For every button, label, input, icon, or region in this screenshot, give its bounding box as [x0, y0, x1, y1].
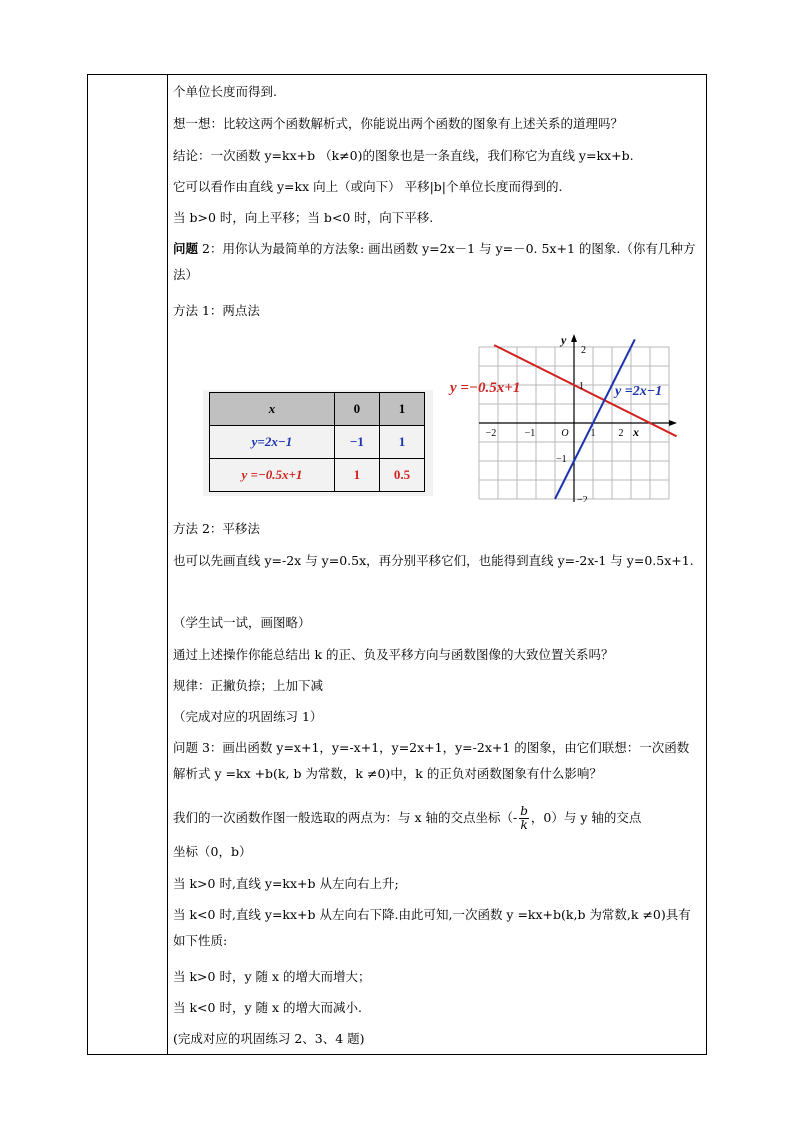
k-negative: 当 k<0 时,直线 y=kx+b 从左向右下降.由此可知,一次函数 y =kx+b(k,b 为常数,k ≠0)具有如下性质: [173, 907, 691, 948]
text-line-1: 个单位长度而得到. [173, 84, 277, 99]
conclusion: 结论：一次函数 y=kx+b （k≠0)的图象也是一条直线，我们称它为直线 y=kx+b. [173, 148, 634, 163]
table-row2-label: y =−0.5x+1 [210, 459, 335, 492]
question-3: 问题 3：画出函数 y=x+1，y=-x+1，y=2x+1，y=-2x+1 的图象，由它们联想：一次函数解析式 y =kx +b(k, b 为常数，k ≠0)中，k 的正负对函数图象有什么影响？ [173, 740, 690, 781]
intersection-text-2: 坐标（0，b） [173, 844, 252, 859]
table-header-1: 1 [379, 393, 424, 426]
intersection-text: 我们的一次函数作图一般选取的两点为：与 x 轴的交点坐标（- $\frac{b}{k}$ ，0）与 y 轴的交点 [173, 804, 642, 832]
x-axis-arrow [669, 420, 677, 426]
y-tick-neg1: −1 [556, 454, 567, 465]
y-axis-arrow [571, 334, 577, 342]
student-try: （学生试一试，画图略） [173, 615, 311, 630]
summary-question: 通过上述操作你能总结出 k 的正、负及平移方向与函数图像的大致位置关系吗？ [173, 647, 614, 662]
function-graph [477, 332, 687, 502]
y-tick-1: 1 [579, 381, 584, 392]
rule: 规律：正撇负捺；上加下减 [173, 678, 324, 693]
method-2-text: 也可以先画直线 y=-2x 与 y=0.5x，再分别平移它们，也能得到直线 y=-2x-1 与 y=0.5x+1. [173, 553, 694, 568]
x-tick-neg1: −1 [524, 428, 536, 439]
exercise-2: (完成对应的巩固练习 2、3、4 题) [173, 1031, 365, 1046]
table-row1-label: y=2x−1 [210, 426, 335, 459]
table-row1-val0: −1 [334, 426, 379, 459]
blue-line-label: y =2x−1 [615, 384, 663, 399]
origin-label: O [561, 428, 569, 439]
line-blue [555, 339, 635, 499]
red-line-label: y =−0.5x+1 [450, 380, 521, 396]
property-2: 当 k<0 时，y 随 x 的增大而减小. [173, 1000, 362, 1015]
method-2: 方法 2：平移法 [173, 521, 260, 536]
method-1: 方法 1：两点法 [173, 303, 260, 318]
x-tick-1: 1 [590, 428, 596, 439]
translation-note: 它可以看作由直线 y=kx 向上（或向下） 平移|b|个单位长度而得到的. [173, 179, 563, 194]
y-tick-neg2: −2 [577, 495, 588, 502]
y-tick-2: 2 [581, 345, 586, 356]
question-2 [173, 236, 701, 288]
table-row1-val1: 1 [379, 426, 424, 459]
x-tick-neg2: −2 [485, 428, 497, 439]
question-2-text: 2：用你认为最简单的方法象: 画出函数 y=2x－1 与 y=－0. 5x+1 的图象.（你有几种方法） [173, 241, 696, 282]
table-row2-val1: 0.5 [379, 459, 424, 492]
table-row2-val0: 1 [334, 459, 379, 492]
values-table [209, 392, 425, 492]
question-2-label: 问题 [173, 241, 199, 256]
fraction-b-over-k: $\frac{b}{k}$ [520, 804, 528, 832]
column-divider [167, 74, 168, 1055]
exercise-1: （完成对应的巩固练习 1） [173, 709, 323, 724]
translation-rule: 当 b>0 时，向上平移；当 b<0 时，向下平移. [173, 210, 434, 225]
table-header-x: x [210, 393, 335, 426]
property-1: 当 k>0 时，y 随 x 的增大而增大； [173, 969, 371, 984]
k-positive: 当 k>0 时,直线 y=kx+b 从左向右上升; [173, 876, 399, 891]
x-tick-2: 2 [618, 428, 624, 439]
y-axis-label: y [561, 333, 567, 347]
x-axis-label: x [633, 425, 639, 439]
think-question: 想一想：比较这两个函数解析式，你能说出两个函数的图象有上述关系的道理吗？ [173, 116, 624, 131]
table-header-0: 0 [334, 393, 379, 426]
